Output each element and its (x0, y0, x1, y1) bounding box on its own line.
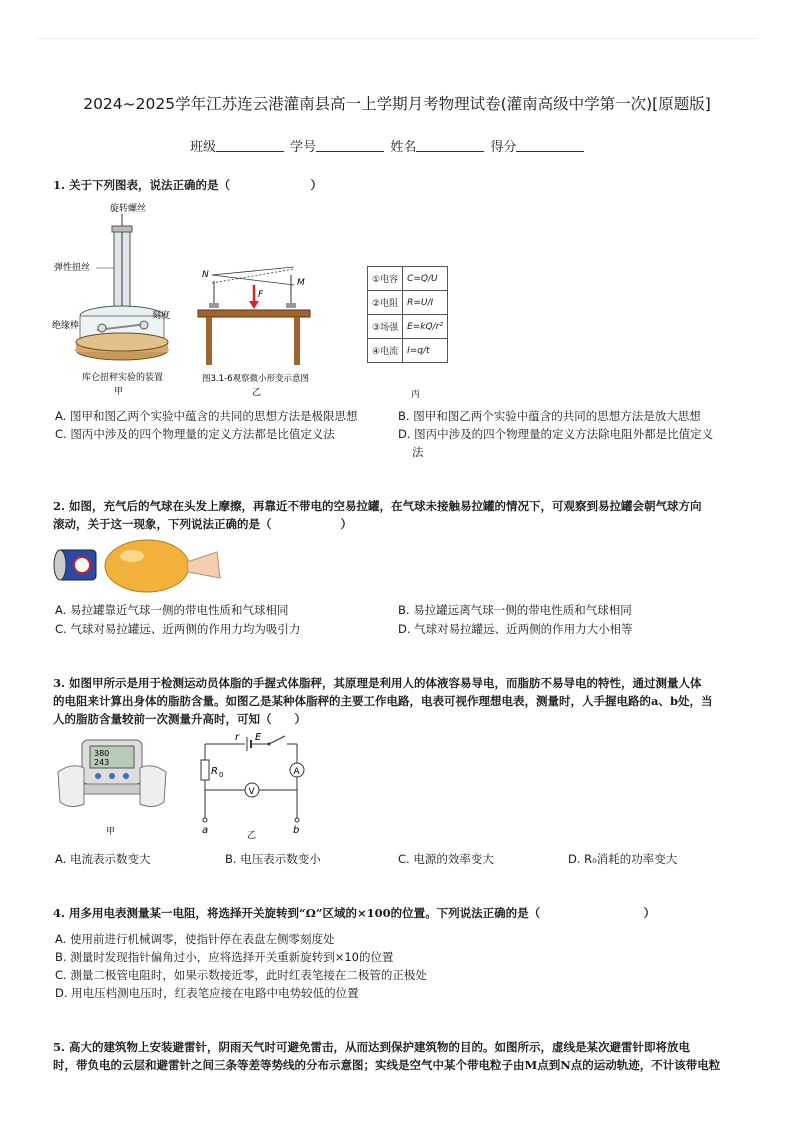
q1-stem: 1. 关于下列图表，说法正确的是（ ） (53, 178, 323, 192)
screw-label: 旋转螺丝 (110, 204, 147, 214)
table-row: ③场强 E=kQ/r² (368, 315, 448, 339)
b-label: b (293, 825, 300, 836)
q4-option-a[interactable]: A. 使用前进行机械调零，使指针停在表盘左侧零刻度处 (55, 932, 335, 946)
top-divider (36, 38, 758, 39)
q3-figure-yi-circuit (195, 730, 310, 842)
r0-sub: 0 (219, 771, 224, 779)
voltmeter-symbol: V (248, 787, 255, 797)
bing-label: 丙 (411, 390, 421, 400)
r0-label: R (211, 766, 218, 777)
e-label: E (255, 732, 262, 743)
number-blank[interactable] (316, 139, 384, 152)
q4-option-b[interactable]: B. 测量时发现指针偏角过小，应将选择开关重新旋转到×10的位置 (55, 950, 394, 964)
q1-option-c[interactable]: C. 图丙中涉及的四个物理量的定义方法都是比值定义法 (55, 427, 335, 441)
rod-label: 绝缘棒 (52, 321, 80, 331)
table-row: ④电流 I=q/t (368, 339, 448, 363)
q2-option-d[interactable]: D. 气球对易拉罐远、近两侧的作用力大小相等 (398, 622, 633, 636)
q3-option-a[interactable]: A. 电流表示数变大 (55, 852, 151, 866)
r-label: r (235, 732, 240, 743)
name-label: 姓名 (390, 140, 417, 155)
q4-option-c[interactable]: C. 测量二极管电阻时，如果示数接近零，此时红表笔接在二极管的正极处 (55, 968, 427, 982)
q4-option-d[interactable]: D. 用电压档测电压时，红表笔应接在电路中电势较低的位置 (55, 986, 359, 1000)
q3-stem-3: 人的脂肪含量较前一次测量升高时，可知（ ） (53, 712, 306, 726)
q2-option-b[interactable]: B. 易拉罐远离气球一侧的带电性质和气球相同 (398, 603, 632, 617)
screen-bottom: 243 (94, 758, 110, 767)
table-row: ①电容 C=Q/U (368, 267, 448, 291)
jia-label: 甲 (114, 387, 124, 397)
q3-stem-2: 的电阻来计算出身体的脂肪含量。如图乙是某种体脂秤的主要工作电路，电表可视作理想电表，测量时，人手握电路的a、b处，当 (53, 694, 713, 708)
screen-top: 380 (94, 749, 110, 758)
score-blank[interactable] (516, 139, 584, 152)
q2-figure-balloon-can (52, 538, 222, 598)
q1-option-d-cont: 法 (412, 445, 424, 459)
n-label: N (202, 270, 209, 280)
a-label: a (202, 825, 209, 836)
student-info-line (190, 136, 586, 155)
q4-stem: 4. 用多用电表测量某一电阻，将选择开关旋转到“Ω”区域的×100的位置。下列说法正确的是（ ） (53, 906, 656, 920)
q1-option-b[interactable]: B. 图甲和图乙两个实验中蕴含的共同的思想方法是放大思想 (398, 409, 701, 423)
q2-stem-1: 2. 如图，充气后的气球在头发上摩擦，再靠近不带电的空易拉罐，在气球未接触易拉罐的情况下，可观察到易拉罐会朝气球方向 (53, 499, 702, 513)
q3-option-d[interactable]: D. R₀消耗的功率变大 (568, 852, 678, 866)
q3-figure-jia-scale (52, 734, 172, 840)
class-label: 班级 (190, 140, 217, 155)
ammeter-symbol: A (293, 767, 300, 777)
q1-figure-yi (194, 255, 324, 400)
table-row: ②电阻 R=U/I (368, 291, 448, 315)
q5-stem-2: 时，带负电的云层和避雷针之间三条等差等势线的分布示意图；实线是空气中某个带电粒子由M点到N点的运动轨迹，不计该带电粒 (53, 1058, 721, 1072)
f-label: F (258, 290, 264, 300)
yi-caption: 图3.1-6观察微小形变示意图 (202, 374, 309, 384)
m-label: M (297, 278, 305, 288)
q1-option-d[interactable]: D. 图丙中涉及的四个物理量的定义方法除电阻外都是比值定义 (398, 427, 714, 441)
jia-caption: 库仑扭秤实验的装置 (82, 373, 164, 383)
q1-option-a[interactable]: A. 图甲和图乙两个实验中蕴含的共同的思想方法是极限思想 (55, 409, 358, 423)
jia-label: 甲 (106, 827, 116, 837)
number-label: 学号 (290, 140, 317, 155)
q1-figure-bing-table (367, 266, 448, 363)
q3-option-b[interactable]: B. 电压表示数变小 (225, 852, 321, 866)
q1-figure-jia (52, 198, 182, 398)
class-blank[interactable] (216, 139, 284, 152)
yi-label: 乙 (252, 388, 262, 398)
score-label: 得分 (490, 140, 517, 155)
q5-stem-1: 5. 高大的建筑物上安装避雷针，阴雨天气时可避免雷击，从而达到保护建筑物的目的。如图所示，虚线是某次避雷针即将放电 (53, 1040, 691, 1054)
q2-option-c[interactable]: C. 气球对易拉罐远、近两侧的作用力均为吸引力 (55, 622, 301, 636)
name-blank[interactable] (416, 139, 484, 152)
q3-option-c[interactable]: C. 电源的效率变大 (398, 852, 494, 866)
page-title: 2024~2025学年江苏连云港灌南县高一上学期月考物理试卷(灌南高级中学第一次)[原题版] (83, 95, 711, 113)
fiber-label: 弹性扭丝 (54, 263, 91, 273)
q3-stem-1: 3. 如图甲所示是用于检测运动员体脂的手握式体脂秤，其原理是利用人的体液容易导电，而脂肪不易导电的特性，通过测量人体 (53, 676, 702, 690)
q2-stem-2: 滚动，关于这一现象，下列说法正确的是（ ） (53, 517, 352, 531)
scale-label: 刻度 (152, 311, 171, 321)
yi-label: 乙 (247, 831, 257, 841)
q2-option-a[interactable]: A. 易拉罐靠近气球一侧的带电性质和气球相同 (55, 603, 289, 617)
